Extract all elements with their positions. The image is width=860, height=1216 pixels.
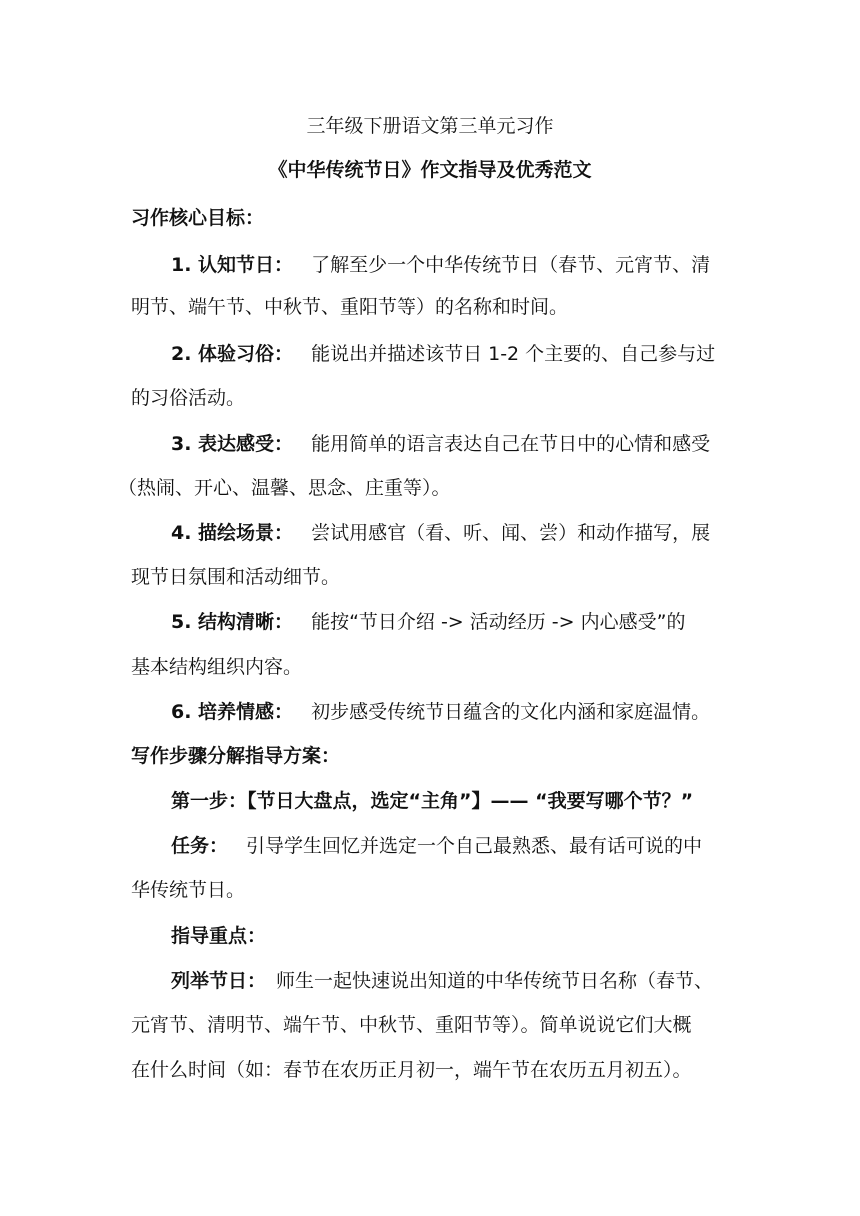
goal-item-3-cont: （热闹、开心、温馨、思念、庄重等）。: [118, 477, 451, 499]
goal-item-5-cont: 基本结构组织内容。: [131, 656, 303, 678]
goal-item-2: [171, 345, 715, 364]
goal-item-6: [171, 703, 710, 722]
goal-label: 4. 描绘场景：: [171, 522, 294, 544]
list-label: 列举节日：: [171, 970, 267, 992]
list-festivals-cont-1: 元宵节、清明节、端午节、中秋节、重阳节等）。简单说说它们大概: [131, 1014, 692, 1036]
section-heading-goals: 习作核心目标：: [131, 207, 265, 229]
goal-item-4-cont: 现节日氛围和活动细节。: [131, 566, 341, 588]
goal-text: 能用简单的语言表达自己在节日中的心情和感受: [311, 433, 711, 455]
goal-label: 3. 表达感受：: [171, 433, 294, 455]
section-heading-steps: 写作步骤分解指导方案：: [131, 745, 341, 767]
doc-subtitle: 《中华传统节日》作文指导及优秀范文: [268, 159, 592, 181]
goal-text: 能按“节日介绍 -> 活动经历 -> 内心感受”的: [311, 611, 686, 633]
goal-item-1: [171, 256, 710, 275]
goal-label: 6. 培养情感：: [171, 701, 294, 723]
task-label: 任务：: [171, 835, 229, 857]
goal-item-5: [171, 613, 685, 632]
goal-item-4: [171, 524, 710, 543]
doc-title: 三年级下册语文第三单元习作: [306, 115, 554, 137]
list-festivals-cont-2: 在什么时间（如：春节在农历正月初一，端午节在农历五月初五）。: [131, 1059, 692, 1081]
goal-item-1-cont: 明节、端午节、中秋节、重阳节等）的名称和时间。: [131, 296, 569, 318]
goal-item-2-cont: 的习俗活动。: [131, 387, 246, 409]
step-1-title: 第一步：【节日大盘点，选定“主角”】—— “我要写哪个节？”: [171, 790, 694, 812]
goal-text: 尝试用感官（看、听、闻、尝）和动作描写，展: [311, 522, 711, 544]
list-text: 师生一起快速说出知道的中华传统节日名称（春节、: [276, 970, 714, 992]
goal-label: 5. 结构清晰：: [171, 611, 294, 633]
task-line-cont: 华传统节日。: [131, 879, 246, 901]
goal-label: 1. 认知节日：: [171, 254, 294, 276]
goal-text: 了解至少一个中华传统节日（春节、元宵节、清: [311, 254, 711, 276]
goal-label: 2. 体验习俗：: [171, 343, 294, 365]
goal-text: 能说出并描述该节日 1-2 个主要的、自己参与过: [311, 343, 716, 365]
task-line: [171, 837, 702, 856]
goal-text: 初步感受传统节日蕴含的文化内涵和家庭温情。: [311, 701, 711, 723]
guide-heading: 指导重点：: [171, 925, 267, 947]
goal-item-3: [171, 435, 710, 454]
task-text: 引导学生回忆并选定一个自己最熟悉、最有话可说的中: [246, 835, 703, 857]
list-festivals-line: [171, 972, 713, 991]
